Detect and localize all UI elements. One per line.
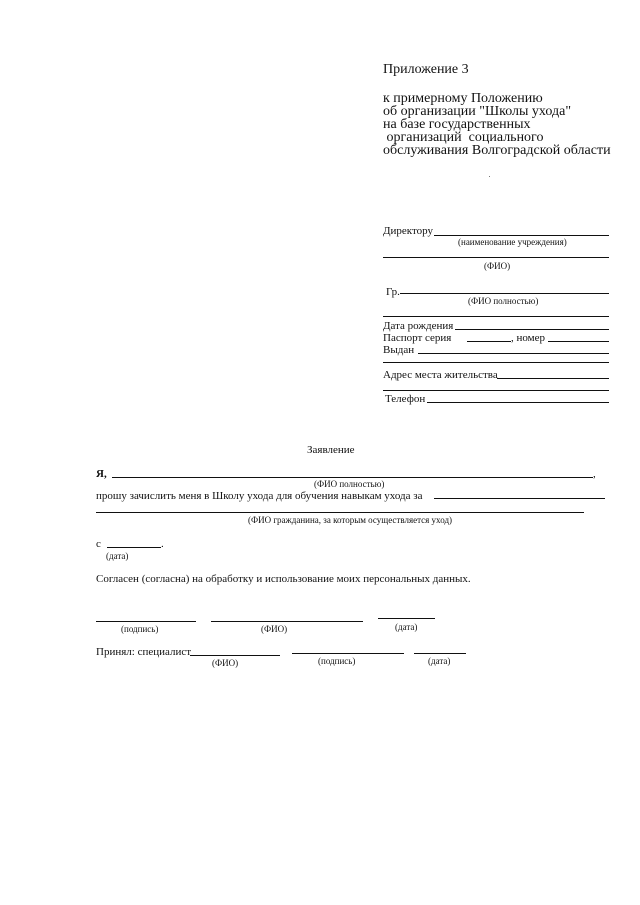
- from-label: с: [96, 538, 101, 550]
- passport-number-label: , номер: [511, 332, 546, 344]
- from-date-hint: (дата): [106, 551, 129, 561]
- applicant-comma: ,: [593, 468, 596, 480]
- accepted-date-hint: (дата): [428, 656, 451, 666]
- director-fio-line: [383, 257, 609, 258]
- ward-fio-line: [96, 512, 584, 513]
- accepted-signature-hint: (подпись): [318, 656, 356, 666]
- scan-speck: [489, 176, 490, 177]
- appendix-line-1: к примерному Положению: [383, 91, 543, 106]
- request-text: прошу зачислить меня в Школу ухода для обучения навыкам ухода за: [96, 490, 423, 502]
- date-hint: (дата): [395, 622, 418, 632]
- passport-number-line: [548, 341, 609, 342]
- institution-hint: (наименование учреждения): [458, 237, 567, 247]
- birth-label: Дата рождения: [383, 320, 454, 332]
- accepted-fio-line: [190, 655, 280, 656]
- from-date-line: [107, 547, 161, 548]
- passport-series-line: [467, 341, 511, 342]
- appendix-line-5: обслуживания Волгоградской области: [383, 143, 611, 158]
- citizen-line: [400, 293, 609, 294]
- date-line: [378, 618, 435, 619]
- fio-line: [211, 621, 363, 622]
- appendix-line-4: организаций социального: [383, 130, 544, 145]
- ward-fio-hint: (ФИО гражданина, за которым осуществляется уход): [248, 515, 453, 525]
- accepted-label: Принял: специалист: [96, 646, 192, 658]
- ward-line: [434, 498, 605, 499]
- statement-title: Заявление: [307, 444, 355, 456]
- fio-hint: (ФИО): [261, 624, 288, 634]
- director-label: Директору: [383, 225, 433, 237]
- applicant-fio-line: [112, 477, 593, 478]
- appendix-line-3: на базе государственных: [383, 117, 531, 132]
- from-period: .: [161, 538, 164, 550]
- issued-extra-line: [383, 362, 609, 363]
- citizen-label: Гр.: [386, 286, 400, 298]
- accepted-signature-line: [292, 653, 404, 654]
- address-label: Адрес места жительства: [383, 369, 498, 381]
- issued-line: [418, 353, 609, 354]
- accepted-date-line: [414, 653, 466, 654]
- address-line: [497, 378, 609, 379]
- citizen-extra-line: [383, 316, 609, 317]
- citizen-fio-hint: (ФИО полностью): [468, 296, 539, 306]
- signature-line: [96, 621, 196, 622]
- birth-line: [455, 329, 609, 330]
- phone-line: [427, 402, 609, 403]
- address-extra-line: [383, 390, 609, 391]
- i-label: Я,: [96, 468, 107, 480]
- director-line: [434, 235, 609, 236]
- issued-label: Выдан: [383, 344, 415, 356]
- applicant-fio-hint: (ФИО полностью): [314, 479, 385, 489]
- phone-label: Телефон: [385, 393, 426, 405]
- passport-series-label: Паспорт серия: [383, 332, 452, 344]
- appendix-title: Приложение 3: [383, 62, 469, 77]
- accepted-fio-hint: (ФИО): [212, 658, 239, 668]
- director-fio-hint: (ФИО): [484, 261, 511, 271]
- signature-hint: (подпись): [121, 624, 159, 634]
- appendix-line-2: об организации "Школы ухода": [383, 104, 572, 119]
- consent-text: Согласен (согласна) на обработку и использование моих персональных данных.: [96, 573, 471, 585]
